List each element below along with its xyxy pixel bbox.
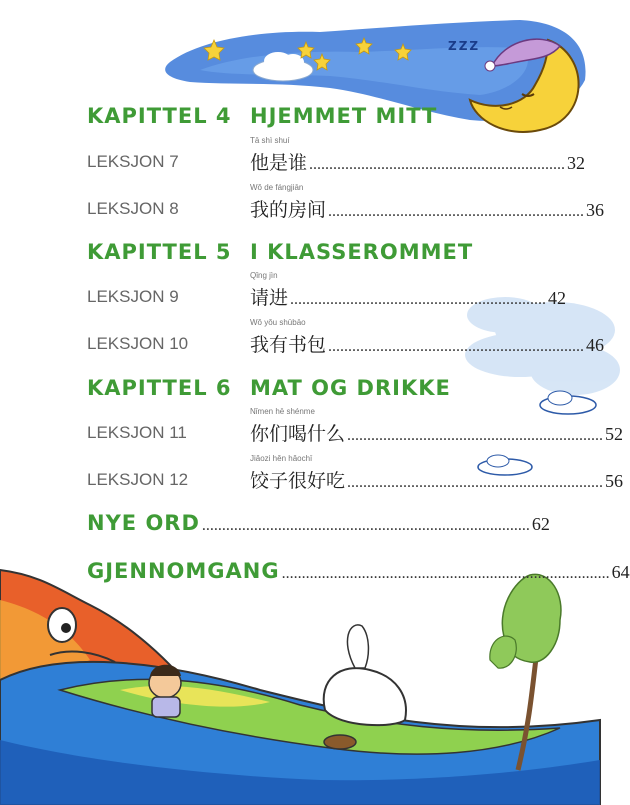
chapter-heading [87,104,438,128]
entry-label: GJENNOMGANG [87,559,280,583]
lesson-title: 我有书包 [250,334,327,356]
dot-leader: ................................................................ [290,291,547,308]
lesson-label: LEKSJON 10 [87,334,189,353]
toc-entry-new-words[interactable] [87,511,550,535]
page-number: 64 [611,562,630,582]
lesson-title: 他是谁 [250,152,308,174]
lesson-title: 饺子很好吃 [250,470,346,492]
dot-leader: ................................................................ [328,338,585,355]
chapter-title: MAT OG DRIKKE [250,376,451,400]
lesson-label: LEKSJON 9 [87,287,179,306]
lesson-label: LEKSJON 7 [87,152,179,171]
page-number: 62 [531,514,550,534]
toc-entry[interactable] [87,136,586,176]
dot-leader: .................................................................................. [201,517,530,534]
page-number: 52 [605,424,624,444]
page-number: 42 [548,288,567,308]
pinyin-text: Wǒ de fángjiān [250,183,304,192]
toc-entry[interactable] [87,183,605,223]
toc-entry-review[interactable] [87,559,630,583]
chapter-heading [87,376,451,400]
pinyin-text: Tā shì shuí [250,136,290,145]
dot-leader: ................................................................ [309,156,566,173]
lesson-label: LEKSJON 12 [87,470,189,489]
toc-entry[interactable] [87,271,567,311]
dot-leader: ................................................................ [347,427,604,444]
page-number: 56 [605,471,624,491]
pinyin-text: Wǒ yǒu shūbāo [250,318,306,327]
chapter-number: KAPITTEL 5 [87,240,232,264]
chapter-heading [87,240,474,264]
lesson-title: 我的房间 [250,199,327,221]
dot-leader: .................................................................................. [281,565,610,582]
snore-letters: ZZZ [448,39,481,53]
chapter-number: KAPITTEL 4 [87,104,232,128]
lesson-label: LEKSJON 8 [87,199,179,218]
dot-leader: ................................................................ [347,474,604,491]
pinyin-text: Nǐmen hē shénme [250,407,315,416]
chapter-title: HJEMMET MITT [250,104,438,128]
entry-label: NYE ORD [87,511,200,535]
page-number: 32 [567,153,586,173]
toc-entry[interactable] [87,454,624,494]
toc-entry[interactable] [87,407,624,447]
page-number: 46 [586,335,605,355]
dot-leader: ................................................................ [328,203,585,220]
lesson-title: 请进 [250,287,289,309]
lesson-title: 你们喝什么 [250,423,346,445]
pinyin-text: Jiǎozi hěn hǎochī [250,454,313,463]
pinyin-text: Qǐng jìn [250,271,278,280]
child-character [149,665,181,717]
toc-entry[interactable] [87,318,605,358]
page-number: 36 [586,200,605,220]
lesson-label: LEKSJON 11 [87,423,187,442]
chapter-title: I KLASSEROMMET [250,240,474,264]
chapter-number: KAPITTEL 6 [87,376,232,400]
